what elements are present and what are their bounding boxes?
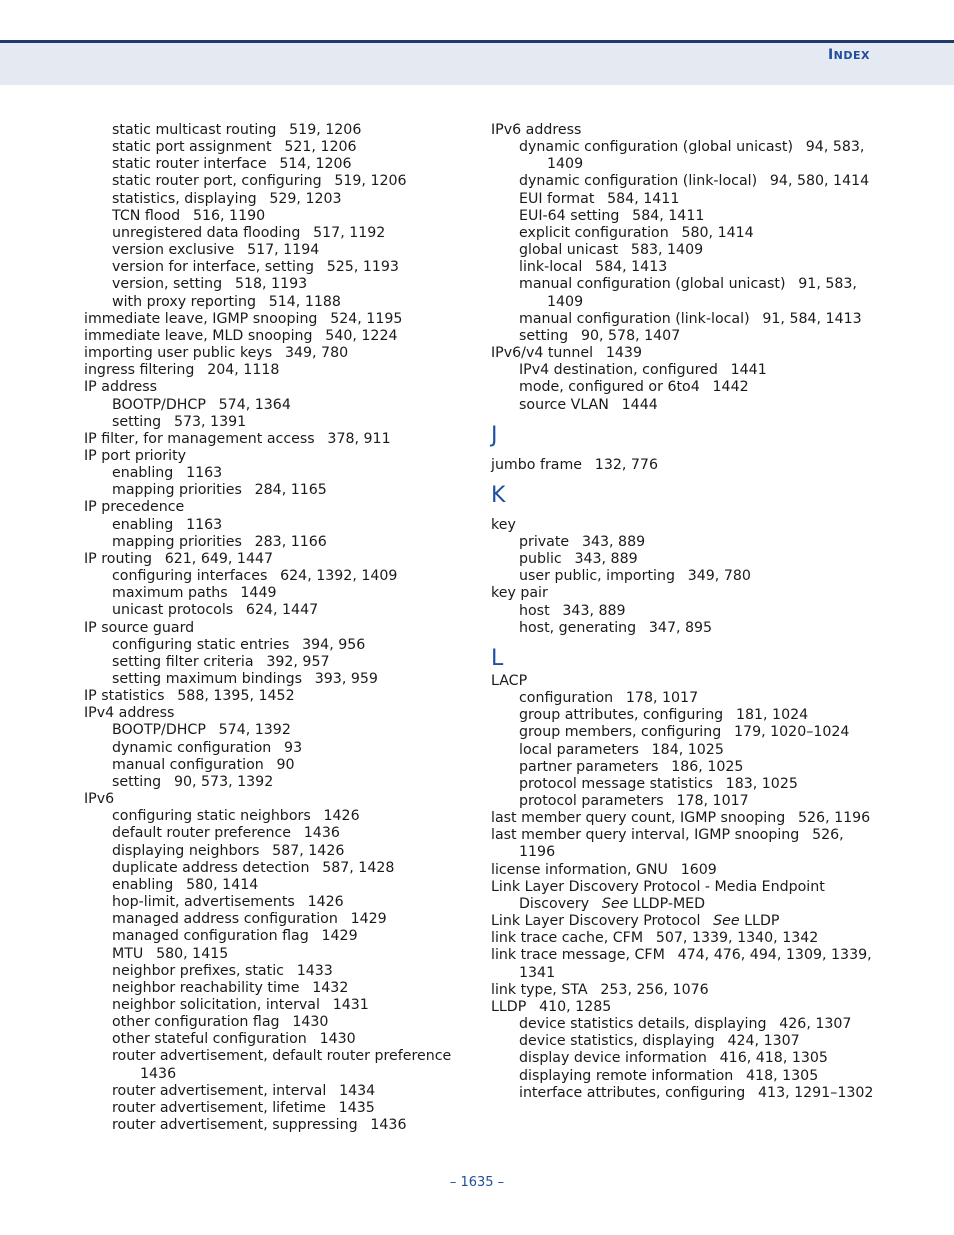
- index-subentry: setting maximum bindings 393, 959: [112, 671, 378, 687]
- index-entry: IP filter, for management access 378, 911: [84, 430, 391, 447]
- index-entry: immediate leave, IGMP snooping 524, 1195: [84, 310, 403, 327]
- index-subentry: dynamic configuration (global unicast) 94, 583,: [519, 139, 865, 156]
- index-continuation: 1436: [140, 1065, 177, 1082]
- index-entry: importing user public keys 349, 780: [84, 345, 349, 362]
- index-subentry: device statistics, displaying 424, 1307: [519, 1033, 800, 1050]
- index-subentry: protocol parameters 178, 1017: [519, 793, 749, 809]
- index-subentry: manual configuration (global unicast) 91, 583,: [519, 276, 857, 293]
- index-subentry: public 343, 889: [519, 551, 638, 568]
- index-entry: IP port priority: [84, 447, 187, 464]
- index-subentry: with proxy reporting 514, 1188: [112, 293, 341, 310]
- index-subentry: MTU 580, 1415: [112, 945, 229, 962]
- index-subentry: setting 90, 573, 1392: [112, 773, 274, 790]
- section-letter-k: K: [491, 482, 506, 508]
- index-subentry: router advertisement, lifetime 1435: [112, 1099, 375, 1116]
- index-entry: link trace message, CFM 474, 476, 494, 1309, 1339,: [491, 947, 872, 964]
- index-entry: license information, GNU 1609: [491, 861, 717, 878]
- index-entry: last member query interval, IGMP snooping 526,: [491, 827, 844, 844]
- index-subentry: router advertisement, default router preference: [112, 1048, 452, 1065]
- index-subentry: configuring static entries 394, 956: [112, 636, 366, 653]
- index-subentry: setting 573, 1391: [112, 413, 247, 430]
- index-entry: IPv6 address: [491, 122, 582, 138]
- index-subentry: router advertisement, interval 1434: [112, 1082, 376, 1099]
- index-subentry: enabling 1163: [112, 516, 223, 533]
- index-entry: IPv4 address: [84, 705, 175, 722]
- index-subentry: user public, importing 349, 780: [519, 568, 751, 585]
- index-subentry: displaying neighbors 587, 1426: [112, 842, 345, 859]
- index-entry: Link Layer Discovery Protocol - Media Endpoint: [491, 878, 825, 895]
- index-subentry: version for interface, setting 525, 1193: [112, 259, 399, 276]
- index-subentry: static multicast routing 519, 1206: [112, 122, 362, 138]
- index-entry: Link Layer Discovery Protocol See LLDP: [491, 913, 780, 930]
- page-title: INDEX: [827, 47, 870, 63]
- index-subentry: link-local 584, 1413: [519, 259, 668, 276]
- index-subentry: default router preference 1436: [112, 825, 340, 842]
- index-subentry: managed configuration flag 1429: [112, 928, 358, 945]
- index-entry: last member query count, IGMP snooping 526, 1196: [491, 810, 871, 827]
- index-subentry: mapping priorities 283, 1166: [112, 533, 327, 550]
- index-entry: IP precedence: [84, 499, 185, 516]
- index-entry: IP routing 621, 649, 1447: [84, 550, 274, 567]
- index-entry: IPv6: [84, 791, 115, 808]
- index-subentry: global unicast 583, 1409: [519, 242, 704, 259]
- section-letter-j: J: [491, 422, 498, 448]
- index-subentry: enabling 1163: [112, 465, 223, 482]
- index-subentry: statistics, displaying 529, 1203: [112, 190, 342, 207]
- index-subentry: private 343, 889: [519, 533, 646, 550]
- index-subentry: version, setting 518, 1193: [112, 276, 308, 293]
- index-subentry: configuring interfaces 624, 1392, 1409: [112, 568, 398, 585]
- index-subentry: mode, configured or 6to4 1442: [519, 379, 749, 396]
- index-entry: LACP: [491, 672, 528, 689]
- index-subentry: manual configuration 90: [112, 756, 295, 773]
- index-subentry: displaying remote information 418, 1305: [519, 1067, 819, 1084]
- index-continuation: 1341: [519, 964, 556, 981]
- section-letter-l: L: [491, 645, 504, 671]
- index-subentry: device statistics details, displaying 426, 1307: [519, 1016, 852, 1033]
- index-subentry: dynamic configuration 93: [112, 739, 303, 756]
- index-subentry: protocol message statistics 183, 1025: [519, 775, 798, 792]
- index-subentry: unicast protocols 624, 1447: [112, 602, 319, 619]
- page-number: – 1635 –: [449, 1175, 505, 1190]
- index-subentry: router advertisement, suppressing 1436: [112, 1117, 407, 1134]
- index-subentry: display device information 416, 418, 1305: [519, 1050, 828, 1067]
- index-entry: IP address: [84, 379, 157, 396]
- header-band: [0, 43, 954, 85]
- index-subentry: other stateful configuration 1430: [112, 1031, 356, 1048]
- index-subentry: neighbor solicitation, interval 1431: [112, 996, 369, 1013]
- index-subentry: neighbor reachability time 1432: [112, 979, 349, 996]
- index-subentry: other configuration flag 1430: [112, 1014, 329, 1031]
- index-entry: IPv6/v4 tunnel 1439: [491, 345, 642, 362]
- index-subentry: static port assignment 521, 1206: [112, 139, 357, 156]
- index-subentry: maximum paths 1449: [112, 585, 277, 602]
- index-subentry: version exclusive 517, 1194: [112, 242, 320, 259]
- index-subentry: manual configuration (link-local) 91, 584, 1413: [519, 310, 862, 327]
- index-subentry: BOOTP/DHCP 574, 1392: [112, 722, 291, 739]
- index-entry: immediate leave, MLD snooping 540, 1224: [84, 327, 398, 344]
- index-subentry: group attributes, configuring 181, 1024: [519, 707, 809, 724]
- index-subentry: setting 90, 578, 1407: [519, 327, 681, 344]
- index-subentry: unregistered data flooding 517, 1192: [112, 224, 386, 241]
- index-continuation: 1409: [547, 156, 584, 173]
- index-subentry: EUI format 584, 1411: [519, 190, 680, 207]
- index-column-right: [491, 122, 891, 1102]
- index-subentry: host 343, 889: [519, 602, 626, 619]
- index-subentry: group members, configuring 179, 1020–1024: [519, 724, 850, 741]
- index-subentry: partner parameters 186, 1025: [519, 758, 744, 775]
- index-subentry: configuration 178, 1017: [519, 690, 699, 707]
- index-continuation: 1196: [519, 844, 556, 861]
- index-subentry: static router port, configuring 519, 1206: [112, 173, 407, 190]
- index-subentry: enabling 580, 1414: [112, 876, 259, 893]
- index-continuation: Discovery See LLDP-MED: [519, 895, 706, 912]
- index-subentry: neighbor prefixes, static 1433: [112, 962, 333, 979]
- index-subentry: interface attributes, configuring 413, 1291–1302: [519, 1084, 874, 1101]
- index-subentry: BOOTP/DHCP 574, 1364: [112, 396, 291, 413]
- index-subentry: source VLAN 1444: [519, 396, 658, 413]
- index-entry: IP statistics 588, 1395, 1452: [84, 688, 295, 705]
- index-entry: key pair: [491, 585, 548, 602]
- index-subentry: IPv4 destination, configured 1441: [519, 362, 767, 379]
- index-entry: link type, STA 253, 256, 1076: [491, 981, 709, 998]
- index-column-left: [84, 122, 474, 1134]
- index-subentry: explicit configuration 580, 1414: [519, 224, 754, 241]
- index-entry: ingress filtering 204, 1118: [84, 362, 280, 379]
- index-entry: jumbo frame 132, 776: [491, 456, 658, 473]
- index-entry: IP source guard: [84, 619, 195, 636]
- index-subentry: dynamic configuration (link-local) 94, 580, 1414: [519, 173, 870, 190]
- index-subentry: host, generating 347, 895: [519, 619, 713, 636]
- index-subentry: static router interface 514, 1206: [112, 156, 352, 173]
- index-subentry: EUI-64 setting 584, 1411: [519, 207, 705, 224]
- index-subentry: local parameters 184, 1025: [519, 741, 724, 758]
- index-subentry: configuring static neighbors 1426: [112, 808, 360, 825]
- index-subentry: duplicate address detection 587, 1428: [112, 859, 395, 876]
- index-subentry: mapping priorities 284, 1165: [112, 482, 327, 499]
- index-entry: LLDP 410, 1285: [491, 998, 612, 1015]
- index-entry: link trace cache, CFM 507, 1339, 1340, 1342: [491, 930, 819, 947]
- index-subentry: managed address configuration 1429: [112, 911, 387, 928]
- index-entry: key: [491, 516, 516, 533]
- index-continuation: 1409: [547, 293, 584, 310]
- index-subentry: hop-limit, advertisements 1426: [112, 894, 344, 911]
- index-subentry: setting filter criteria 392, 957: [112, 653, 330, 670]
- index-subentry: TCN flood 516, 1190: [112, 207, 266, 224]
